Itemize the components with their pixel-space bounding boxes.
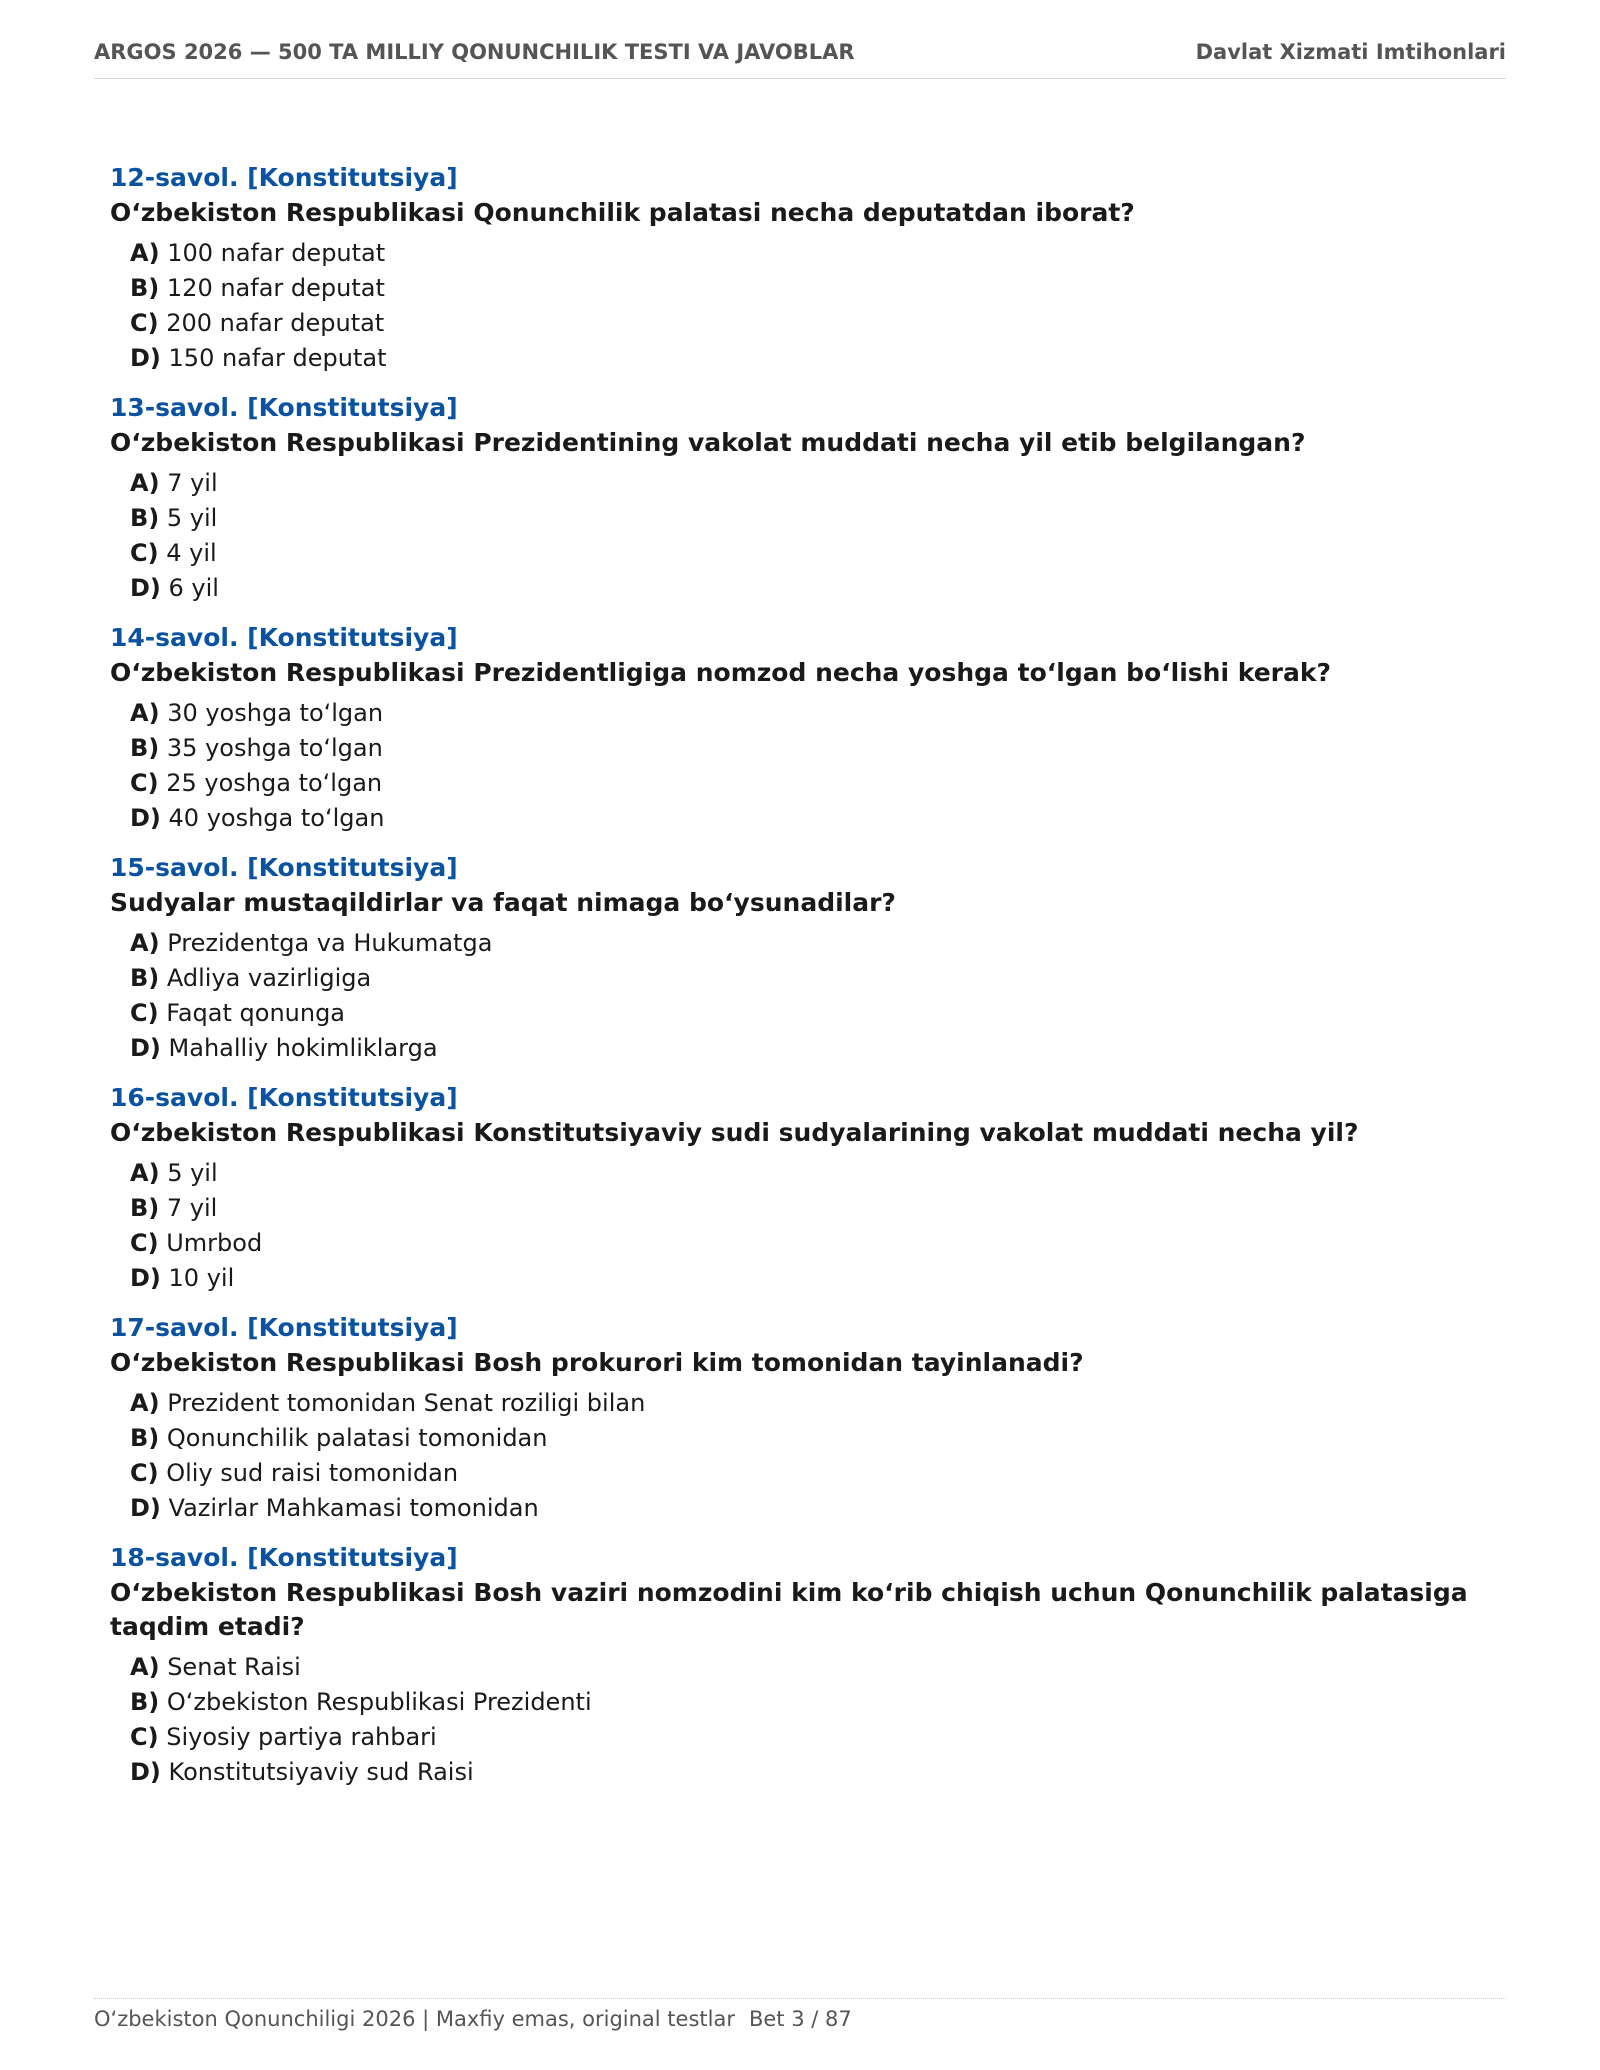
question-text: O‘zbekiston Respublikasi Prezidentligiga nomzod necha yoshga to‘lgan bo‘lishi kerak?: [110, 658, 1331, 687]
question-16: [110, 1080, 1490, 1296]
option-b: [110, 501, 1490, 536]
option-letter: B): [130, 964, 160, 992]
question-text: Sudyalar mustaqildirlar va faqat nimaga bo‘ysunadilar?: [110, 888, 896, 917]
option-c: [110, 1226, 1490, 1261]
option-text: 4 yil: [166, 539, 217, 567]
option-text: 25 yoshga to‘lgan: [166, 769, 383, 797]
option-d: [110, 571, 1490, 606]
option-d: [110, 1491, 1490, 1526]
option-a: [110, 1386, 1490, 1421]
option-a: [110, 466, 1490, 501]
option-a: [110, 696, 1490, 731]
option-letter: D): [130, 1264, 161, 1292]
option-text: 200 nafar deputat: [166, 309, 385, 337]
option-text: Mahalliy hokimliklarga: [168, 1034, 438, 1062]
option-letter: B): [130, 1688, 160, 1716]
option-b: [110, 961, 1490, 996]
option-letter: A): [130, 1653, 160, 1681]
option-d: [110, 1261, 1490, 1296]
option-letter: C): [130, 309, 159, 337]
option-b: [110, 1685, 1490, 1720]
question-number: 14-savol. [Konstitutsiya]: [110, 623, 458, 652]
option-text: 6 yil: [168, 574, 219, 602]
option-c: [110, 1720, 1490, 1755]
option-text: 7 yil: [167, 469, 218, 497]
question-12: [110, 160, 1490, 376]
option-letter: A): [130, 929, 160, 957]
header-subtitle: Davlat Xizmati Imtihonlari: [1195, 40, 1506, 64]
option-c: [110, 1456, 1490, 1491]
option-text: 100 nafar deputat: [167, 239, 386, 267]
option-a: [110, 926, 1490, 961]
option-text: Senat Raisi: [167, 1653, 301, 1681]
question-number: 13-savol. [Konstitutsiya]: [110, 393, 458, 422]
option-letter: C): [130, 1459, 159, 1487]
option-letter: D): [130, 574, 161, 602]
option-text: Oliy sud raisi tomonidan: [166, 1459, 459, 1487]
option-c: [110, 306, 1490, 341]
option-text: Konstitutsiyaviy sud Raisi: [168, 1758, 474, 1786]
option-b: [110, 731, 1490, 766]
option-letter: A): [130, 469, 160, 497]
option-text: 35 yoshga to‘lgan: [166, 734, 383, 762]
question-text: O‘zbekiston Respublikasi Prezidentining vakolat muddati necha yil etib belgilangan?: [110, 428, 1306, 457]
option-letter: B): [130, 1424, 160, 1452]
question-number: 17-savol. [Konstitutsiya]: [110, 1313, 458, 1342]
option-b: [110, 1421, 1490, 1456]
page-footer: [94, 1998, 1506, 2031]
option-a: [110, 1156, 1490, 1191]
option-letter: B): [130, 274, 160, 302]
option-letter: D): [130, 1758, 161, 1786]
question-text: O‘zbekiston Respublikasi Bosh vaziri nomzodini kim ko‘rib chiqish uchun Qonunchilik palatasiga taqdim etadi?: [110, 1578, 1468, 1641]
option-b: [110, 271, 1490, 306]
option-letter: B): [130, 504, 160, 532]
option-c: [110, 996, 1490, 1031]
option-text: Faqat qonunga: [166, 999, 346, 1027]
option-d: [110, 341, 1490, 376]
option-text: Adliya vazirligiga: [166, 964, 372, 992]
option-letter: D): [130, 1494, 161, 1522]
question-number: 18-savol. [Konstitutsiya]: [110, 1543, 458, 1572]
page-number: Bet 3 / 87: [748, 2007, 852, 2031]
page-header: [94, 40, 1506, 79]
option-letter: C): [130, 999, 159, 1027]
option-d: [110, 1031, 1490, 1066]
option-text: 120 nafar deputat: [166, 274, 385, 302]
question-text: O‘zbekiston Respublikasi Qonunchilik palatasi necha deputatdan iborat?: [110, 198, 1135, 227]
option-c: [110, 536, 1490, 571]
question-14: [110, 620, 1490, 836]
option-text: 5 yil: [167, 1159, 218, 1187]
option-text: O‘zbekiston Respublikasi Prezidenti: [166, 1688, 592, 1716]
option-d: [110, 1755, 1490, 1790]
question-18: [110, 1540, 1490, 1790]
option-c: [110, 766, 1490, 801]
option-letter: C): [130, 769, 159, 797]
option-letter: D): [130, 344, 161, 372]
question-number: 12-savol. [Konstitutsiya]: [110, 163, 458, 192]
option-letter: B): [130, 734, 160, 762]
option-letter: C): [130, 539, 159, 567]
option-d: [110, 801, 1490, 836]
option-letter: A): [130, 1159, 160, 1187]
option-text: Umrbod: [166, 1229, 263, 1257]
header-title: ARGOS 2026 — 500 TA MILLIY QONUNCHILIK TESTI VA JAVOBLAR: [94, 40, 855, 64]
question-number: 15-savol. [Konstitutsiya]: [110, 853, 458, 882]
option-text: 30 yoshga to‘lgan: [167, 699, 384, 727]
option-letter: C): [130, 1229, 159, 1257]
option-letter: A): [130, 1389, 160, 1417]
option-b: [110, 1191, 1490, 1226]
option-letter: D): [130, 1034, 161, 1062]
option-text: 5 yil: [166, 504, 218, 532]
option-text: 40 yoshga to‘lgan: [168, 804, 385, 832]
option-letter: D): [130, 804, 161, 832]
question-13: [110, 390, 1490, 606]
option-letter: C): [130, 1723, 159, 1751]
option-letter: A): [130, 239, 160, 267]
option-text: Qonunchilik palatasi tomonidan: [166, 1424, 548, 1452]
option-text: Vazirlar Mahkamasi tomonidan: [168, 1494, 539, 1522]
question-number: 16-savol. [Konstitutsiya]: [110, 1083, 458, 1112]
option-text: Prezident tomonidan Senat roziligi bilan: [167, 1389, 646, 1417]
option-text: Siyosiy partiya rahbari: [166, 1723, 437, 1751]
option-text: 10 yil: [168, 1264, 235, 1292]
footer-text: O‘zbekiston Qonunchiligi 2026 | Maxfiy emas, original testlar: [94, 2007, 735, 2031]
question-text: O‘zbekiston Respublikasi Konstitutsiyaviy sudi sudyalarining vakolat muddati necha yil?: [110, 1118, 1359, 1147]
option-a: [110, 1650, 1490, 1685]
option-letter: B): [130, 1194, 160, 1222]
option-text: 7 yil: [166, 1194, 218, 1222]
option-text: 150 nafar deputat: [168, 344, 387, 372]
option-a: [110, 236, 1490, 271]
option-text: Prezidentga va Hukumatga: [167, 929, 493, 957]
question-text: O‘zbekiston Respublikasi Bosh prokurori kim tomonidan tayinlanadi?: [110, 1348, 1084, 1377]
option-letter: A): [130, 699, 160, 727]
question-15: [110, 850, 1490, 1066]
questions-list: [110, 160, 1490, 1804]
question-17: [110, 1310, 1490, 1526]
